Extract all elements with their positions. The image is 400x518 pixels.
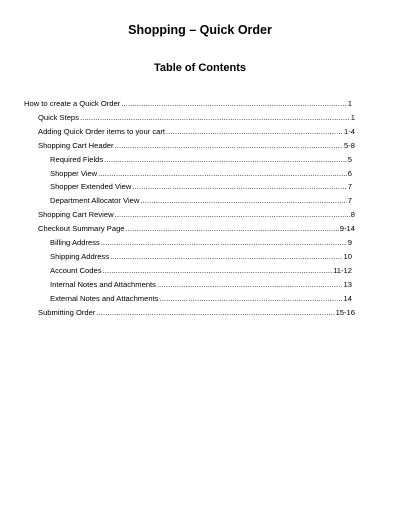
toc-dot-leader bbox=[101, 237, 347, 249]
toc-entry-page: 14 bbox=[343, 293, 352, 303]
toc-entry-page: 1 bbox=[350, 112, 355, 122]
toc-dot-leader bbox=[104, 154, 347, 166]
toc-dot-leader bbox=[126, 223, 339, 235]
toc-entry-label: Submitting Order bbox=[38, 307, 96, 317]
toc-entry-page: 5-8 bbox=[344, 140, 355, 150]
toc-entry-label: Account Codes bbox=[50, 265, 102, 275]
toc-entry-label: Shopping Cart Header bbox=[38, 140, 114, 150]
toc-entry-page: 10 bbox=[343, 251, 352, 261]
toc-dot-leader bbox=[121, 98, 347, 110]
toc-entry-page: 1 bbox=[347, 99, 352, 108]
toc-entry-page: 1-4 bbox=[344, 126, 355, 136]
toc-entry-label: Shipping Address bbox=[50, 251, 110, 261]
toc-dot-leader bbox=[115, 140, 343, 152]
toc-dot-leader bbox=[98, 168, 347, 180]
toc-dot-leader bbox=[96, 307, 334, 319]
toc-entry-page: 7 bbox=[347, 196, 352, 206]
toc-heading: Table of Contents bbox=[153, 62, 247, 74]
toc-entry[interactable] bbox=[38, 140, 355, 152]
toc-entry[interactable] bbox=[50, 181, 352, 193]
toc-entry-label: External Notes and Attachments bbox=[50, 293, 159, 303]
toc-entry-label: Department Allocator View bbox=[50, 196, 140, 206]
toc-dot-leader bbox=[103, 265, 333, 277]
toc-entry[interactable] bbox=[38, 307, 355, 319]
toc-entry[interactable] bbox=[50, 154, 352, 166]
toc-entry-label: Shopper View bbox=[50, 168, 98, 178]
document-title: Shopping – Quick Order bbox=[128, 23, 272, 37]
toc-entry[interactable] bbox=[38, 209, 355, 221]
toc-entry-page: 5 bbox=[347, 154, 352, 164]
toc-entry-page: 8 bbox=[350, 210, 355, 220]
toc-dot-leader bbox=[157, 279, 343, 291]
toc-dot-leader bbox=[80, 112, 350, 124]
toc-entry-label: How to create a Quick Order bbox=[24, 99, 121, 108]
toc-entry-label: Checkout Summary Page bbox=[38, 224, 125, 234]
toc-dot-leader bbox=[132, 181, 346, 193]
toc-entry[interactable] bbox=[24, 98, 352, 110]
toc-entry-label: Shopping Cart Review bbox=[38, 210, 114, 220]
toc-dot-leader bbox=[166, 126, 343, 138]
toc-entry-page: 13 bbox=[343, 279, 352, 289]
toc-dot-leader bbox=[110, 251, 342, 263]
toc-entry[interactable] bbox=[50, 168, 352, 180]
toc-entry-label: Quick Steps bbox=[38, 112, 79, 122]
toc-entry-page: 6 bbox=[347, 168, 352, 178]
toc-entry-page: 15-16 bbox=[335, 307, 355, 317]
toc-entry-label: Internal Notes and Attachments bbox=[50, 279, 156, 289]
toc-entry[interactable] bbox=[38, 126, 355, 138]
toc-entry[interactable] bbox=[50, 195, 352, 207]
toc-dot-leader bbox=[140, 195, 346, 207]
toc-entry[interactable] bbox=[38, 112, 355, 124]
toc-entry-page: 7 bbox=[347, 182, 352, 192]
toc-entry[interactable] bbox=[50, 279, 352, 291]
toc-entry-label: Required Fields bbox=[50, 154, 104, 164]
toc-entry-page: 11-12 bbox=[333, 265, 352, 275]
toc-entry-label: Shopper Extended View bbox=[50, 182, 132, 192]
toc-dot-leader bbox=[159, 293, 342, 305]
toc-entry-label: Billing Address bbox=[50, 238, 100, 247]
toc-entry[interactable] bbox=[50, 251, 352, 263]
toc-entry-label: Adding Quick Order items to your cart bbox=[38, 126, 166, 136]
toc-entry[interactable] bbox=[38, 223, 355, 235]
toc-entry-page: 9 bbox=[347, 238, 352, 247]
toc-entry[interactable] bbox=[50, 293, 352, 305]
toc-entry-page: 9-14 bbox=[339, 224, 355, 234]
toc-entry[interactable] bbox=[50, 265, 352, 277]
toc-dot-leader bbox=[115, 209, 350, 221]
toc-entry[interactable] bbox=[50, 237, 352, 249]
